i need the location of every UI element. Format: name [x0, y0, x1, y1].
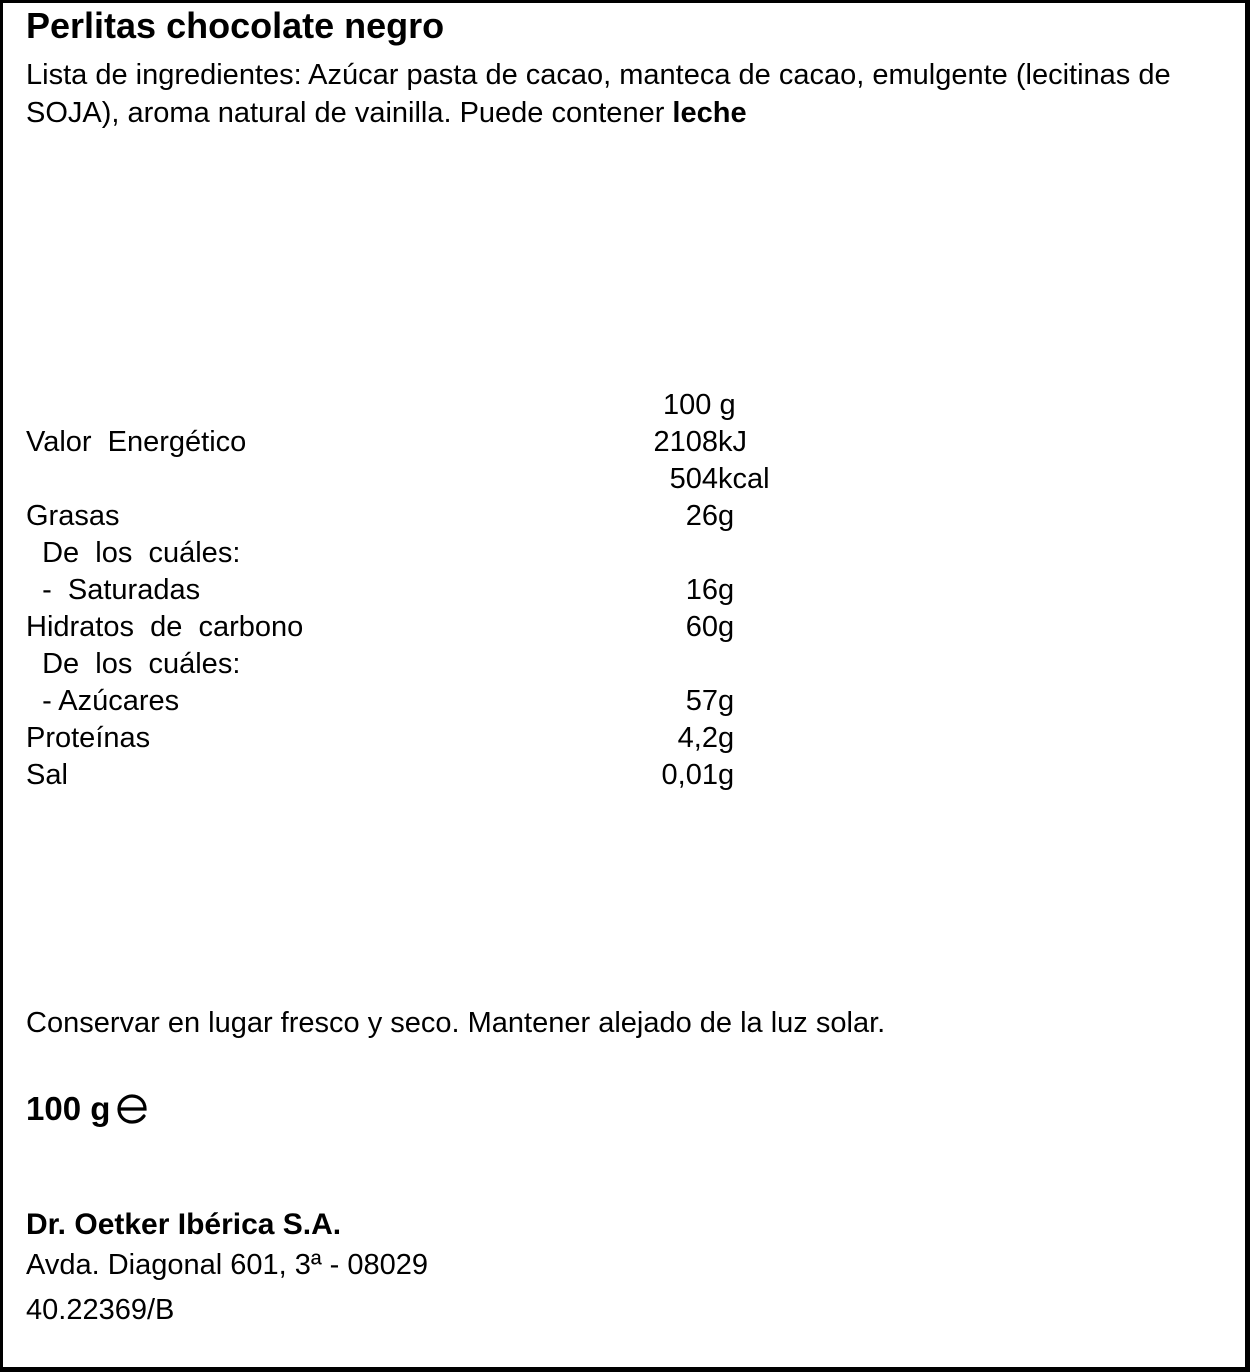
storage-instructions: Conservar en lugar fresco y seco. Mantener alejado de la luz solar.: [26, 1007, 886, 1039]
net-weight-value: 100 g: [26, 1090, 111, 1127]
nutrient-value: 60: [685, 611, 718, 643]
nutrient-unit: g: [718, 722, 735, 754]
nutrient-value: 2108: [653, 426, 718, 458]
nutrient-name: Grasas: [26, 500, 120, 532]
nutrient-name: - Azúcares: [26, 685, 180, 717]
nutrient-value: 504: [669, 463, 718, 495]
ingredients-list: [26, 56, 1206, 132]
nutrient-name: Hidratos de carbono: [26, 611, 304, 643]
nutrient-name: De los cuáles:: [26, 537, 241, 569]
nutrient-unit: kJ: [718, 426, 747, 458]
nutrient-value: 57: [685, 685, 718, 717]
nutrient-name: - Saturadas: [26, 574, 201, 606]
nutrient-value: 26: [685, 500, 718, 532]
nutrient-name: Sal: [26, 759, 68, 791]
company-address: Avda. Diagonal 601, 3ª - 08029: [26, 1249, 428, 1281]
nutrient-value: 16: [685, 574, 718, 606]
nutrient-unit: g: [718, 611, 735, 643]
nutrient-unit: g: [718, 574, 735, 606]
nutrient-name: Valor Energético: [26, 426, 247, 458]
nutrient-name: Proteínas: [26, 722, 151, 754]
ingredients-text: Lista de ingredientes: Azúcar pasta de cacao, manteca de cacao, emulgente (lecitinas de SOJA), aroma natural de vainilla. Puede contener: [26, 59, 1171, 129]
allergen-text: leche: [672, 97, 747, 129]
nutrient-unit: g: [718, 500, 735, 532]
nutrient-value: 0,01: [661, 759, 718, 791]
product-title: Perlitas chocolate negro: [26, 5, 445, 46]
product-code: 40.22369/B: [26, 1294, 175, 1326]
nutrient-unit: kcal: [718, 463, 770, 495]
net-weight: [26, 1090, 150, 1128]
nutrient-name: De los cuáles:: [26, 648, 241, 680]
nutrient-unit: g: [718, 685, 735, 717]
nutrient-value: 4,2: [677, 722, 718, 754]
estimated-sign-icon: [114, 1091, 150, 1127]
nutrient-unit: g: [718, 759, 735, 791]
nutrition-header: 100 g: [663, 389, 736, 421]
company-name: Dr. Oetker Ibérica S.A.: [26, 1208, 342, 1241]
